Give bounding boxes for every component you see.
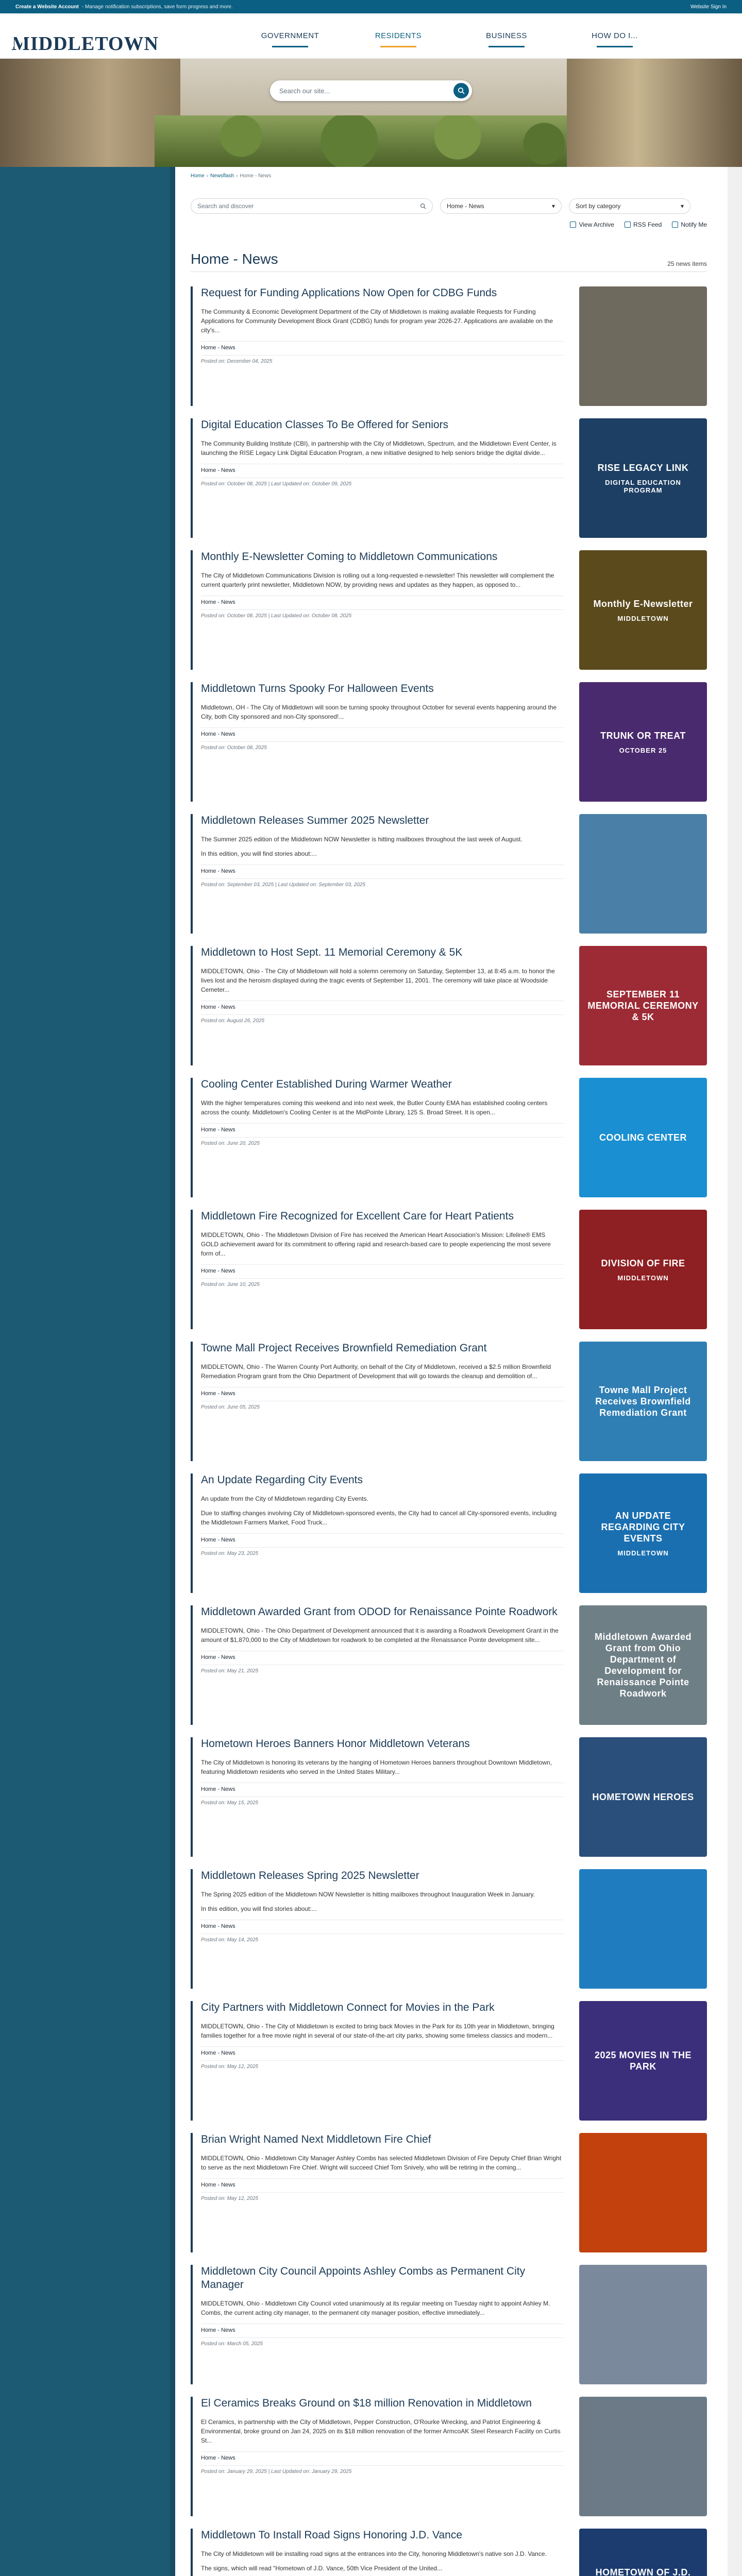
news-posted-date: Posted on: January 29, 2025 | Last Updated on: January 29, 2025 (201, 2465, 564, 2475)
news-item (191, 1342, 707, 1461)
news-category-tag[interactable]: Home - News (201, 2178, 564, 2188)
news-thumbnail-caption: Towne Mall Project Receives Brownfield Remediation Grant (595, 1385, 691, 1418)
news-thumbnail[interactable] (579, 1210, 707, 1329)
news-posted-date: Posted on: October 08, 2025 (201, 741, 564, 751)
news-description: MIDDLETOWN, Ohio - The Middletown Division of Fire has received the American Heart Association's Mission: Lifeline® EMS GOLD achievement award for its commitment to offering rapid and research-based care to people experiencing the most severe form of... (201, 1231, 551, 1257)
news-body (191, 1473, 564, 1593)
news-item (191, 286, 707, 406)
news-count: 25 news items (667, 260, 707, 267)
news-category-tag[interactable]: Home - News (201, 1920, 564, 1929)
news-thumbnail-caption: DIVISION OF FIRE (601, 1258, 685, 1268)
news-title-link[interactable]: Middletown To Install Road Signs Honoring J.D. Vance (201, 2529, 462, 2541)
news-description: The City of Middletown will be installing road signs at the entrances into the City, honoring Middletown's native son J.D. Vance. (201, 2550, 547, 2557)
news-thumbnail[interactable] (579, 286, 707, 406)
news-posted-date: Posted on: September 03, 2025 | Last Updated on: September 03, 2025 (201, 878, 564, 888)
news-title-link[interactable]: Request for Funding Applications Now Open for CDBG Funds (201, 287, 497, 299)
rss-feed-label: RSS Feed (633, 221, 662, 228)
news-category-tag[interactable]: Home - News (201, 1264, 564, 1274)
rss-feed-link[interactable] (625, 221, 662, 228)
nav-how-do-i[interactable] (561, 13, 669, 59)
news-description: MIDDLETOWN, Ohio - Middletown City Manager Ashley Combs has selected Middletown Division of Fire Deputy Chief Brian Wright to serve as the next Middletown Fire Chief. Wright will succeed Chief Tom Snively, who will be retiring in the coming... (201, 2155, 562, 2171)
news-list (191, 286, 707, 2576)
news-thumbnail[interactable] (579, 1869, 707, 1989)
news-item (191, 2001, 707, 2121)
site-search-input[interactable]: Search our site... (279, 87, 330, 95)
news-posted-date: Posted on: May 21, 2025 (201, 1665, 564, 1674)
news-description: The Community & Economic Development Department of the City of Middletown is making available Requests for Funding Applications for Community Development Block Grant (CDBG) funds for program year 2026-27. Applications are available on the city's... (201, 308, 553, 334)
news-thumbnail[interactable] (579, 418, 707, 538)
news-category-tag[interactable]: Home - News (201, 1001, 564, 1010)
news-description: An update from the City of Middletown regarding City Events. (201, 1495, 368, 1502)
search-icon (458, 87, 465, 94)
news-item (191, 1473, 707, 1593)
news-category-tag[interactable]: Home - News (201, 865, 564, 874)
news-body (191, 2001, 564, 2121)
news-category-tag[interactable]: Home - News (201, 1123, 564, 1133)
news-description-extra: In this edition, you will find stories about:... (201, 850, 317, 857)
news-posted-date: Posted on: December 04, 2025 (201, 355, 564, 364)
news-item (191, 682, 707, 802)
news-body (191, 1869, 564, 1989)
news-item (191, 1078, 707, 1197)
news-body (191, 418, 564, 538)
site-header (0, 13, 742, 59)
news-category-tag[interactable]: Home - News (201, 2451, 564, 2461)
news-category-tag[interactable]: Home - News (201, 1533, 564, 1543)
news-posted-date: Posted on: June 10, 2025 (201, 1278, 564, 1287)
news-title-link[interactable]: Middletown Awarded Grant from ODOD for Renaissance Pointe Roadwork (201, 1606, 558, 1618)
news-actions (191, 221, 707, 228)
page-title: Home - News (191, 251, 278, 267)
news-item (191, 1605, 707, 1725)
news-thumbnail[interactable] (579, 2001, 707, 2121)
news-thumbnail[interactable] (579, 550, 707, 670)
news-thumbnail[interactable] (579, 946, 707, 1065)
chevron-down-icon: ▾ (551, 202, 555, 210)
news-body (191, 2265, 564, 2384)
sidebar (0, 167, 175, 2576)
news-thumbnail[interactable] (579, 1605, 707, 1725)
news-title-link[interactable]: Hometown Heroes Banners Honor Middletown Veterans (201, 1738, 470, 1750)
news-category-tag[interactable]: Home - News (201, 2324, 564, 2333)
news-body (191, 682, 564, 802)
archive-icon (570, 222, 576, 228)
news-posted-date: Posted on: June 20, 2025 (201, 1137, 564, 1146)
notify-me-link[interactable] (672, 221, 707, 228)
nav-underline (597, 46, 633, 47)
breadcrumb-separator: › (206, 173, 209, 179)
breadcrumb-newsflash[interactable]: Newsflash (210, 173, 234, 179)
news-description-extra: The signs, which will read "Hometown of J.D. Vance, 50th Vice President of the United... (201, 2565, 443, 2572)
news-thumbnail-caption: RISE LEGACY LINK (597, 463, 689, 473)
news-thumbnail-caption: HOMETOWN HEROES (592, 1792, 694, 1802)
hero-trees (155, 115, 587, 167)
news-posted-date: Posted on: May 12, 2025 (201, 2192, 564, 2201)
news-body (191, 946, 564, 1065)
news-thumbnail-caption: COOLING CENTER (599, 1132, 687, 1143)
main-content (175, 167, 728, 2576)
news-thumbnail-brand: MIDDLETOWN (617, 1549, 669, 1557)
news-title-link[interactable]: Monthly E-Newsletter Coming to Middletown Communications (201, 551, 498, 563)
news-thumbnail-brand: OCTOBER 25 (619, 746, 667, 754)
news-title-link[interactable]: Towne Mall Project Receives Brownfield Remediation Grant (201, 1342, 487, 1354)
account-bar-text: - Manage notification subscriptions, save form progress and more. (81, 4, 233, 10)
view-archive-link[interactable] (570, 221, 614, 228)
news-description-extra: In this edition, you will find stories about:... (201, 1905, 317, 1912)
hero-pillar-right (567, 59, 742, 167)
hero-pillar-left (0, 59, 180, 167)
news-title-link[interactable]: Middletown to Host Sept. 11 Memorial Ceremony & 5K (201, 946, 463, 958)
news-description: The Community Building Institute (CBI), in partnership with the City of Middletown, Spectrum, and the Middletown Event Center, is launching the RISE Legacy Link Digital Education Program, a new initiative designed to help seniors bridge the digital divide... (201, 440, 556, 456)
news-body (191, 1605, 564, 1725)
news-item (191, 2397, 707, 2516)
breadcrumb-current: Home - News (240, 173, 272, 179)
news-body (191, 286, 564, 406)
site-name: MIDDLETOWN (11, 32, 159, 55)
sort-select[interactable] (569, 198, 690, 214)
news-title-link[interactable]: Middletown Releases Spring 2025 Newsletter (201, 1870, 419, 1882)
nav-business[interactable] (452, 13, 561, 59)
nav-label: RESIDENTS (375, 31, 422, 40)
sign-in-link[interactable]: Website Sign In (690, 4, 727, 10)
news-thumbnail-brand: MIDDLETOWN (617, 1274, 669, 1282)
news-title-link[interactable]: Cooling Center Established During Warmer Weather (201, 1078, 452, 1090)
nav-underline (272, 46, 308, 47)
news-thumbnail-caption: HOMETOWN OF J.D. (595, 2567, 691, 2576)
nav-underline (380, 46, 416, 47)
notify-me-label: Notify Me (681, 221, 707, 228)
news-item (191, 550, 707, 670)
news-description-extra: Due to staffing changes involving City of Middletown-sponsored events, the City had to cancel all City-sponsored events, including the Middletown Farmers Market, Food Truck... (201, 1510, 557, 1526)
news-search-placeholder: Search and discover (197, 202, 254, 210)
news-posted-date: Posted on: May 15, 2025 (201, 1797, 564, 1806)
nav-label: HOW DO I... (592, 31, 638, 40)
breadcrumb (191, 167, 707, 179)
news-description: The City of Middletown Communications Division is rolling out a long-requested e-newsletter! This newsletter will complement the current quarterly print newsletter, Middletown NOW, by providing news and updates as they happen, as opposed to... (201, 572, 554, 588)
news-description: The Spring 2025 edition of the Middletown NOW Newsletter is hitting mailboxes throughout Inauguration Week in January. (201, 1891, 535, 1898)
news-thumbnail-caption: Monthly E-Newsletter (593, 598, 693, 609)
news-heading-row (191, 251, 707, 272)
news-description: MIDDLETOWN, Ohio - The City of Middletown is excited to bring back Movies in the Park for its 10th year in Middletown, bringing families together for a free movie night in several of our state-of-the-art city parks, showing some timeless classics and modern... (201, 2023, 554, 2039)
news-item (191, 1210, 707, 1329)
news-title-link[interactable]: Middletown Turns Spooky For Halloween Events (201, 683, 434, 694)
nav-underline (488, 46, 525, 47)
news-category-tag[interactable]: Home - News (201, 464, 564, 473)
rss-icon (625, 222, 631, 228)
news-thumbnail-caption: TRUNK OR TREAT (600, 730, 686, 741)
chevron-down-icon: ▾ (680, 202, 684, 210)
news-posted-date: Posted on: October 08, 2025 | Last Updated on: October 09, 2025 (201, 478, 564, 487)
hero-banner (0, 59, 742, 167)
news-item (191, 814, 707, 934)
news-posted-date: Posted on: June 05, 2025 (201, 1401, 564, 1410)
news-title-link[interactable]: Brian Wright Named Next Middletown Fire Chief (201, 2133, 431, 2145)
news-category-tag[interactable]: Home - News (201, 727, 564, 737)
nav-residents[interactable] (344, 13, 452, 59)
news-description: The City of Middletown is honoring its veterans by the hanging of Hometown Heroes banners throughout Downtown Middletown, featuring Middletown residents who served in the United States Military... (201, 1759, 552, 1775)
news-body (191, 2397, 564, 2516)
news-body (191, 1210, 564, 1329)
nav-label: BUSINESS (486, 31, 527, 40)
news-item (191, 946, 707, 1065)
news-thumbnail-brand: DIGITAL EDUCATION PROGRAM (605, 479, 681, 494)
news-thumbnail-caption: AN UPDATE REGARDING CITY EVENTS (601, 1510, 685, 1544)
category-value: Home - News (447, 202, 484, 210)
news-body (191, 1342, 564, 1461)
news-category-tag[interactable]: Home - News (201, 341, 564, 351)
nav-label: GOVERNMENT (261, 31, 319, 40)
news-body (191, 814, 564, 934)
news-thumbnail[interactable] (579, 814, 707, 934)
news-body (191, 2529, 564, 2576)
news-body (191, 1078, 564, 1197)
news-item (191, 2529, 707, 2576)
news-title-link[interactable]: Middletown Releases Summer 2025 Newsletter (201, 815, 429, 826)
breadcrumb-separator: › (236, 173, 238, 179)
nav-government[interactable] (236, 13, 344, 59)
news-posted-date: Posted on: March 05, 2025 (201, 2337, 564, 2347)
news-posted-date: Posted on: May 12, 2025 (201, 2060, 564, 2070)
news-title-link[interactable]: El Ceramics Breaks Ground on $18 million Renovation in Middletown (201, 2397, 532, 2409)
news-filters (191, 198, 707, 214)
news-search-input[interactable] (191, 198, 433, 214)
news-description: MIDDLETOWN, Ohio - Middletown City Council voted unanimously at its regular meeting on Tuesday night to appoint Ashley M. Combs, the current acting city manager, to the permanent city manager position, effective immediately... (201, 2300, 550, 2316)
news-body (191, 1737, 564, 1857)
news-posted-date: Posted on: May 14, 2025 (201, 1934, 564, 1943)
news-title-link[interactable]: Middletown Fire Recognized for Excellent Care for Heart Patients (201, 1210, 514, 1222)
main-wrapper (0, 167, 742, 2576)
news-category-tag[interactable]: Home - News (201, 1651, 564, 1660)
create-account-link[interactable]: Create a Website Account (15, 4, 79, 10)
news-description: Middletown, OH - The City of Middletown will soon be turning spooky throughout October for several events happening around the City, both City sponsored and non-City sponsored!... (201, 704, 557, 720)
news-thumbnail[interactable] (579, 1737, 707, 1857)
envelope-icon (672, 222, 678, 228)
search-button[interactable] (453, 83, 469, 98)
news-thumbnail[interactable] (579, 2397, 707, 2516)
news-category-tag[interactable]: Home - News (201, 1783, 564, 1792)
account-bar (0, 0, 742, 13)
news-item (191, 418, 707, 538)
news-description: El Ceramics, in partnership with the City of Middletown, Pepper Construction, O'Rourke Wrecking, and Patriot Engineering & Environmental, broke ground on Jan 24, 2025 on its $18 million renovation of the former ArmcoAK Steel Research Facility on Curtis St... (201, 2418, 561, 2444)
news-posted-date: Posted on: August 26, 2025 (201, 1014, 564, 1024)
news-title-link[interactable]: City Partners with Middletown Connect for Movies in the Park (201, 2002, 495, 2013)
site-search[interactable] (270, 80, 472, 101)
news-item (191, 2133, 707, 2252)
news-category-tag[interactable]: Home - News (201, 596, 564, 605)
news-description: The Summer 2025 edition of the Middletown NOW Newsletter is hitting mailboxes throughout the last week of August. (201, 836, 522, 843)
news-category-tag[interactable]: Home - News (201, 2046, 564, 2056)
news-thumbnail[interactable] (579, 1473, 707, 1593)
sort-value: Sort by category (576, 202, 621, 210)
site-logo[interactable] (9, 18, 159, 55)
main-nav (236, 13, 669, 59)
news-thumbnail[interactable] (579, 2265, 707, 2384)
news-thumbnail[interactable] (579, 2133, 707, 2252)
news-title-link[interactable]: Middletown City Council Appoints Ashley Combs as Permanent City Manager (201, 2265, 526, 2291)
news-thumbnail[interactable] (579, 1078, 707, 1197)
news-thumbnail[interactable] (579, 2529, 707, 2576)
news-description: MIDDLETOWN, Ohio - The Ohio Department of Development announced that it is awarding a Roadwork Development Grant in the amount of $1,870,000 to the City of Middletown for roadwork to be completed at the Renaissance Pointe development site... (201, 1627, 559, 1643)
news-thumbnail[interactable] (579, 682, 707, 802)
search-icon (420, 203, 426, 209)
news-body (191, 2133, 564, 2252)
category-select[interactable] (440, 198, 562, 214)
news-description: MIDDLETOWN, Ohio - The City of Middletown will hold a solemn ceremony on Saturday, September 13, at 8:45 a.m. to honor the lives lost and the heroism displayed during the tragic events of September 11, 2001. The ceremony will take place at Woodside Cemeter... (201, 968, 555, 993)
news-thumbnail-caption: Middletown Awarded Grant from Ohio Department of Development for Renaissance Pointe Roadwork (594, 1632, 692, 1699)
news-title-link[interactable]: Digital Education Classes To Be Offered for Seniors (201, 419, 449, 431)
news-posted-date: Posted on: October 08, 2025 | Last Updated on: October 08, 2025 (201, 609, 564, 619)
news-title-link[interactable]: An Update Regarding City Events (201, 1474, 363, 1486)
news-thumbnail-caption: 2025 MOVIES IN THE PARK (594, 2050, 692, 2072)
news-description: With the higher temperatures coming this weekend and into next week, the Butler County EMA has established cooling centers across the county. Middletown's Cooling Center is at the MidPointe Library, 125 S. Broad Street. It is open... (201, 1099, 548, 1116)
news-description: MIDDLETOWN, Ohio - The Warren County Port Authority, on behalf of the City of Middletown, received a $2.5 million Brownfield Remediation Program grant from the Ohio Department of Development that will go towards the cleanup and demolition of... (201, 1363, 551, 1380)
news-thumbnail-brand: MIDDLETOWN (617, 614, 669, 622)
news-item (191, 2265, 707, 2384)
news-item (191, 1869, 707, 1989)
news-item (191, 1737, 707, 1857)
news-thumbnail[interactable] (579, 1342, 707, 1461)
news-category-tag[interactable]: Home - News (201, 1387, 564, 1397)
news-posted-date: Posted on: May 23, 2025 (201, 1547, 564, 1556)
breadcrumb-home[interactable]: Home (191, 173, 205, 179)
news-body (191, 550, 564, 670)
view-archive-label: View Archive (579, 221, 614, 228)
news-thumbnail-caption: SEPTEMBER 11 MEMORIAL CEREMONY & 5K (587, 989, 699, 1022)
